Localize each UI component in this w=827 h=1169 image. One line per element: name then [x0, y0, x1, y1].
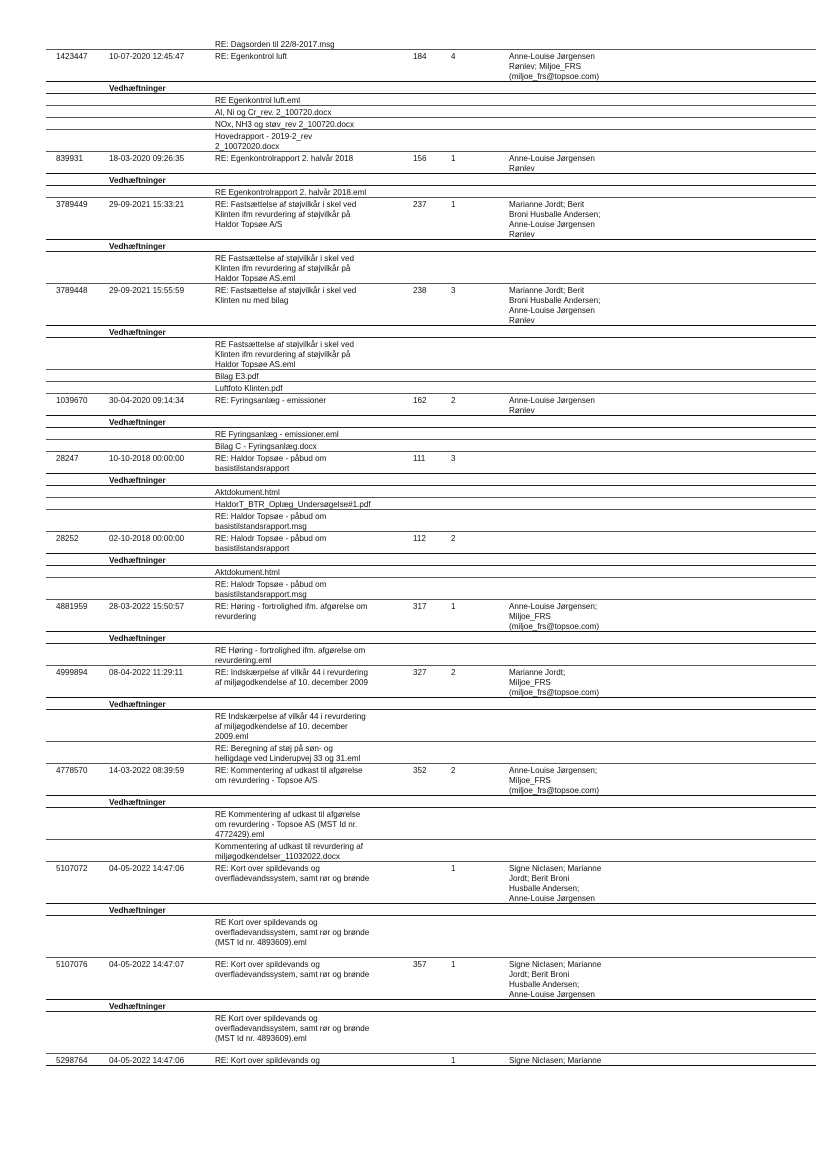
record-row — [46, 764, 816, 796]
record-row — [46, 198, 816, 240]
record-title: RE: Haldor Topsøe - påbud om basistilstandsrapport — [215, 454, 327, 473]
record-recipients: Signe Niclasen; Marianne Jordt; Berit Broni Husballe Andersen; Anne-Louise Jørgensen — [509, 864, 602, 903]
attachment-row — [46, 840, 816, 862]
record-number: 237 — [413, 200, 427, 209]
attachment-row — [46, 1012, 816, 1054]
attachment-name: Hovedrapport - 2019-2_rev 2_10072020.docx — [215, 132, 313, 151]
record-recipients: Anne-Louise Jørgensen; Miljoe_FRS (miljoe_frs@topsoe.com) — [509, 602, 600, 631]
attachment-row — [46, 382, 816, 394]
attachments-label: Vedhæftninger — [109, 328, 166, 337]
record-title: RE: Kort over spildevands og overfladevandssystem, samt rør og brønde — [215, 960, 370, 979]
record-title: RE: Egenkontrolrapport 2. halvår 2018 — [215, 154, 354, 163]
record-row — [46, 862, 816, 904]
attachments-header-row — [46, 632, 816, 644]
record-row — [46, 666, 816, 698]
attachment-row — [46, 644, 816, 666]
record-date: 08-04-2022 11:29:11 — [109, 668, 183, 677]
record-number: 184 — [413, 52, 427, 61]
attachments-label: Vedhæftninger — [109, 700, 166, 709]
record-id: 5107072 — [56, 864, 88, 873]
record-number: 112 — [413, 534, 426, 543]
attachment-count: 3 — [451, 286, 456, 295]
attachments-label: Vedhæftninger — [109, 418, 166, 427]
record-recipients: Anne-Louise Jørgensen Rønlev; Miljoe_FRS (miljoe_frs@topsoe.com) — [509, 52, 600, 81]
attachments-label: Vedhæftninger — [109, 798, 166, 807]
attachment-name: Aktdokument.html — [215, 488, 280, 497]
record-number: 156 — [413, 154, 427, 163]
record-recipients: Anne-Louise Jørgensen Rønlev — [509, 154, 595, 173]
attachments-header-row — [46, 82, 816, 94]
record-recipients: Marianne Jordt; Berit Broni Husballe Andersen; Anne-Louise Jørgensen Rønlev — [509, 200, 601, 239]
record-id: 4881959 — [56, 602, 88, 611]
attachments-label: Vedhæftninger — [109, 634, 166, 643]
attachment-count: 1 — [451, 864, 456, 873]
record-date: 10-10-2018 00:00:00 — [109, 454, 185, 463]
attachment-row — [46, 486, 816, 498]
attachment-count: 2 — [451, 534, 456, 543]
attachment-row — [46, 94, 816, 106]
attachment-count: 2 — [451, 668, 456, 677]
record-title: RE: Kort over spildevands og — [215, 1056, 320, 1065]
attachment-name: RE: Halodr Topsøe - påbud om basistilstandsrapport.msg — [215, 580, 327, 599]
record-date: 04-05-2022 14:47:06 — [109, 1056, 185, 1065]
record-title: RE: Indskærpelse af vilkår 44 i revurdering af miljøgodkendelse af 10. december 2009 — [215, 668, 368, 687]
record-title: RE: Egenkontrol luft — [215, 52, 287, 61]
attachment-count: 4 — [451, 52, 456, 61]
attachments-label: Vedhæftninger — [109, 176, 166, 185]
attachment-count: 1 — [451, 602, 456, 611]
record-date: 04-05-2022 14:47:06 — [109, 864, 185, 873]
record-title: RE: Fastsættelse af støjvilkår i skel ved Klinten ifm revurdering af støjvilkår på Haldor Topsøe A/S — [215, 200, 357, 229]
record-number: 111 — [413, 454, 426, 463]
record-id: 4778570 — [56, 766, 88, 775]
attachment-row — [46, 510, 816, 532]
attachment-count: 1 — [451, 1056, 456, 1065]
attachment-name: NOx, NH3 og støv_rev 2_100720.docx — [215, 120, 355, 129]
record-title: RE: Fyringsanlæg - emissioner — [215, 396, 327, 405]
record-title: RE: Kort over spildevands og overfladevandssystem, samt rør og brønde — [215, 864, 370, 883]
attachment-name: RE Fyringsanlæg - emissioner.eml — [215, 430, 339, 439]
record-id: 4999894 — [56, 668, 88, 677]
attachment-name: RE Fastsættelse af støjvilkår i skel ved Klinten ifm revurdering af støjvilkår på Haldor Topsøe AS.eml — [215, 340, 354, 369]
attachment-row — [46, 916, 816, 958]
record-date: 30-04-2020 09:14:34 — [109, 396, 185, 405]
attachment-name: RE: Haldor Topsøe - påbud om basistilstandsrapport.msg — [215, 512, 327, 531]
attachments-header-row — [46, 698, 816, 710]
record-recipients: Anne-Louise Jørgensen; Miljoe_FRS (miljoe_frs@topsoe.com) — [509, 766, 600, 795]
attachment-count: 1 — [451, 200, 456, 209]
attachment-row — [46, 578, 816, 600]
attachment-row — [46, 428, 816, 440]
attachments-header-row — [46, 240, 816, 252]
attachments-label: Vedhæftninger — [109, 84, 166, 93]
attachments-header-row — [46, 904, 816, 916]
attachment-name: RE Egenkontrol luft.eml — [215, 96, 301, 105]
attachment-name: RE Kort over spildevands og overfladevandssystem, samt rør og brønde (MST Id nr. 4893609).eml — [215, 1014, 370, 1043]
record-recipients: Signe Niclasen; Marianne — [509, 1056, 602, 1065]
record-recipients: Signe Niclasen; Marianne Jordt; Berit Broni Husballe Andersen; Anne-Louise Jørgensen — [509, 960, 602, 999]
attachment-name: RE: Dagsorden til 22/8-2017.msg — [215, 40, 335, 49]
record-row — [46, 1054, 816, 1066]
attachments-label: Vedhæftninger — [109, 556, 166, 565]
attachment-count: 3 — [451, 454, 456, 463]
record-date: 02-10-2018 00:00:00 — [109, 534, 185, 543]
record-date: 29-09-2021 15:55:59 — [109, 286, 185, 295]
attachments-header-row — [46, 796, 816, 808]
attachments-label: Vedhæftninger — [109, 1002, 166, 1011]
attachment-row — [46, 742, 816, 764]
record-number: 327 — [413, 668, 427, 677]
record-recipients: Marianne Jordt; Miljoe_FRS (miljoe_frs@topsoe.com) — [509, 668, 600, 697]
record-row — [46, 284, 816, 326]
record-title: RE: Høring - fortrolighed ifm. afgørelse om revurdering — [215, 602, 368, 621]
attachment-row — [46, 566, 816, 578]
attachment-name: Bilag E3.pdf — [215, 372, 259, 381]
attachment-row — [46, 370, 816, 382]
record-id: 839931 — [56, 154, 84, 163]
attachment-count: 2 — [451, 396, 456, 405]
attachment-row — [46, 710, 816, 742]
attachment-row — [46, 130, 816, 152]
attachment-name: RE Høring - fortrolighed ifm. afgørelse om revurdering.eml — [215, 646, 366, 665]
attachments-header-row — [46, 1000, 816, 1012]
attachment-row — [46, 38, 816, 50]
record-id: 28247 — [56, 454, 79, 463]
attachment-name: RE Egenkontrolrapport 2. halvår 2018.eml — [215, 188, 367, 197]
attachments-header-row — [46, 554, 816, 566]
record-date: 10-07-2020 12:45:47 — [109, 52, 185, 61]
record-id: 1423447 — [56, 52, 88, 61]
attachment-row — [46, 252, 816, 284]
attachment-row — [46, 106, 816, 118]
record-title: RE: Halodr Topsøe - påbud om basistilstandsrapport — [215, 534, 327, 553]
attachment-row — [46, 186, 816, 198]
attachment-name: HaldorT_BTR_Oplæg_Undersøgelse#1.pdf — [215, 500, 371, 509]
document-table — [46, 38, 816, 1066]
attachment-count: 1 — [451, 960, 456, 969]
attachment-count: 1 — [451, 154, 456, 163]
attachment-name: RE Indskærpelse af vilkår 44 i revurdering af miljøgodkendelse af 10. december 2009.eml — [215, 712, 366, 741]
attachment-row — [46, 808, 816, 840]
attachments-label: Vedhæftninger — [109, 476, 166, 485]
attachment-row — [46, 498, 816, 510]
record-id: 5107076 — [56, 960, 88, 969]
attachment-name: Kommentering af udkast til revurdering af miljøgodkendelser_11032022.docx — [215, 842, 364, 861]
attachments-header-row — [46, 174, 816, 186]
attachment-row — [46, 338, 816, 370]
attachment-name: RE Kort over spildevands og overfladevandssystem, samt rør og brønde (MST Id nr. 4893609).eml — [215, 918, 370, 947]
record-title: RE: Fastsættelse af støjvilkår i skel ved Klinten nu med bilag — [215, 286, 357, 305]
record-row — [46, 958, 816, 1000]
record-recipients: Anne-Louise Jørgensen Rønlev — [509, 396, 595, 415]
record-number: 238 — [413, 286, 427, 295]
attachment-row — [46, 118, 816, 130]
attachments-header-row — [46, 474, 816, 486]
attachment-name: RE Kommentering af udkast til afgørelse om revurdering - Topsoe AS (MST Id nr. 4772429).eml — [215, 810, 361, 839]
attachment-row — [46, 440, 816, 452]
record-row — [46, 452, 816, 474]
attachments-header-row — [46, 416, 816, 428]
record-date: 28-03-2022 15:50:57 — [109, 602, 185, 611]
attachments-label: Vedhæftninger — [109, 242, 166, 251]
record-number: 352 — [413, 766, 427, 775]
attachment-name: RE Fastsættelse af støjvilkår i skel ved Klinten ifm revurdering af støjvilkår på Haldor Topsøe AS.eml — [215, 254, 354, 283]
record-date: 14-03-2022 08:39:59 — [109, 766, 185, 775]
record-date: 29-09-2021 15:33:21 — [109, 200, 185, 209]
record-id: 1039670 — [56, 396, 88, 405]
attachment-name: Aktdokument.html — [215, 568, 280, 577]
record-id: 5298764 — [56, 1056, 88, 1065]
attachments-header-row — [46, 326, 816, 338]
record-row — [46, 600, 816, 632]
record-row — [46, 532, 816, 554]
record-row — [46, 50, 816, 82]
record-id: 28252 — [56, 534, 79, 543]
attachment-name: Bilag C - Fyringsanlæg.docx — [215, 442, 317, 451]
record-recipients: Marianne Jordt; Berit Broni Husballe Andersen; Anne-Louise Jørgensen Rønlev — [509, 286, 601, 325]
record-row — [46, 394, 816, 416]
record-title: RE: Kommentering af udkast til afgørelse om revurdering - Topsoe A/S — [215, 766, 363, 785]
record-row — [46, 152, 816, 174]
record-id: 3789448 — [56, 286, 88, 295]
record-date: 18-03-2020 09:26:35 — [109, 154, 185, 163]
attachments-label: Vedhæftninger — [109, 906, 166, 915]
record-id: 3789449 — [56, 200, 88, 209]
record-number: 162 — [413, 396, 427, 405]
record-number: 317 — [413, 602, 427, 611]
attachment-name: Al, Ni og Cr_rev. 2_100720.docx — [215, 108, 332, 117]
attachment-name: RE: Beregning af støj på søn- og helligdage ved Linderupvej 33 og 31.eml — [215, 744, 361, 763]
record-number: 357 — [413, 960, 427, 969]
attachment-name: Luftfoto Klinten.pdf — [215, 384, 283, 393]
record-date: 04-05-2022 14:47:07 — [109, 960, 185, 969]
attachment-count: 2 — [451, 766, 456, 775]
